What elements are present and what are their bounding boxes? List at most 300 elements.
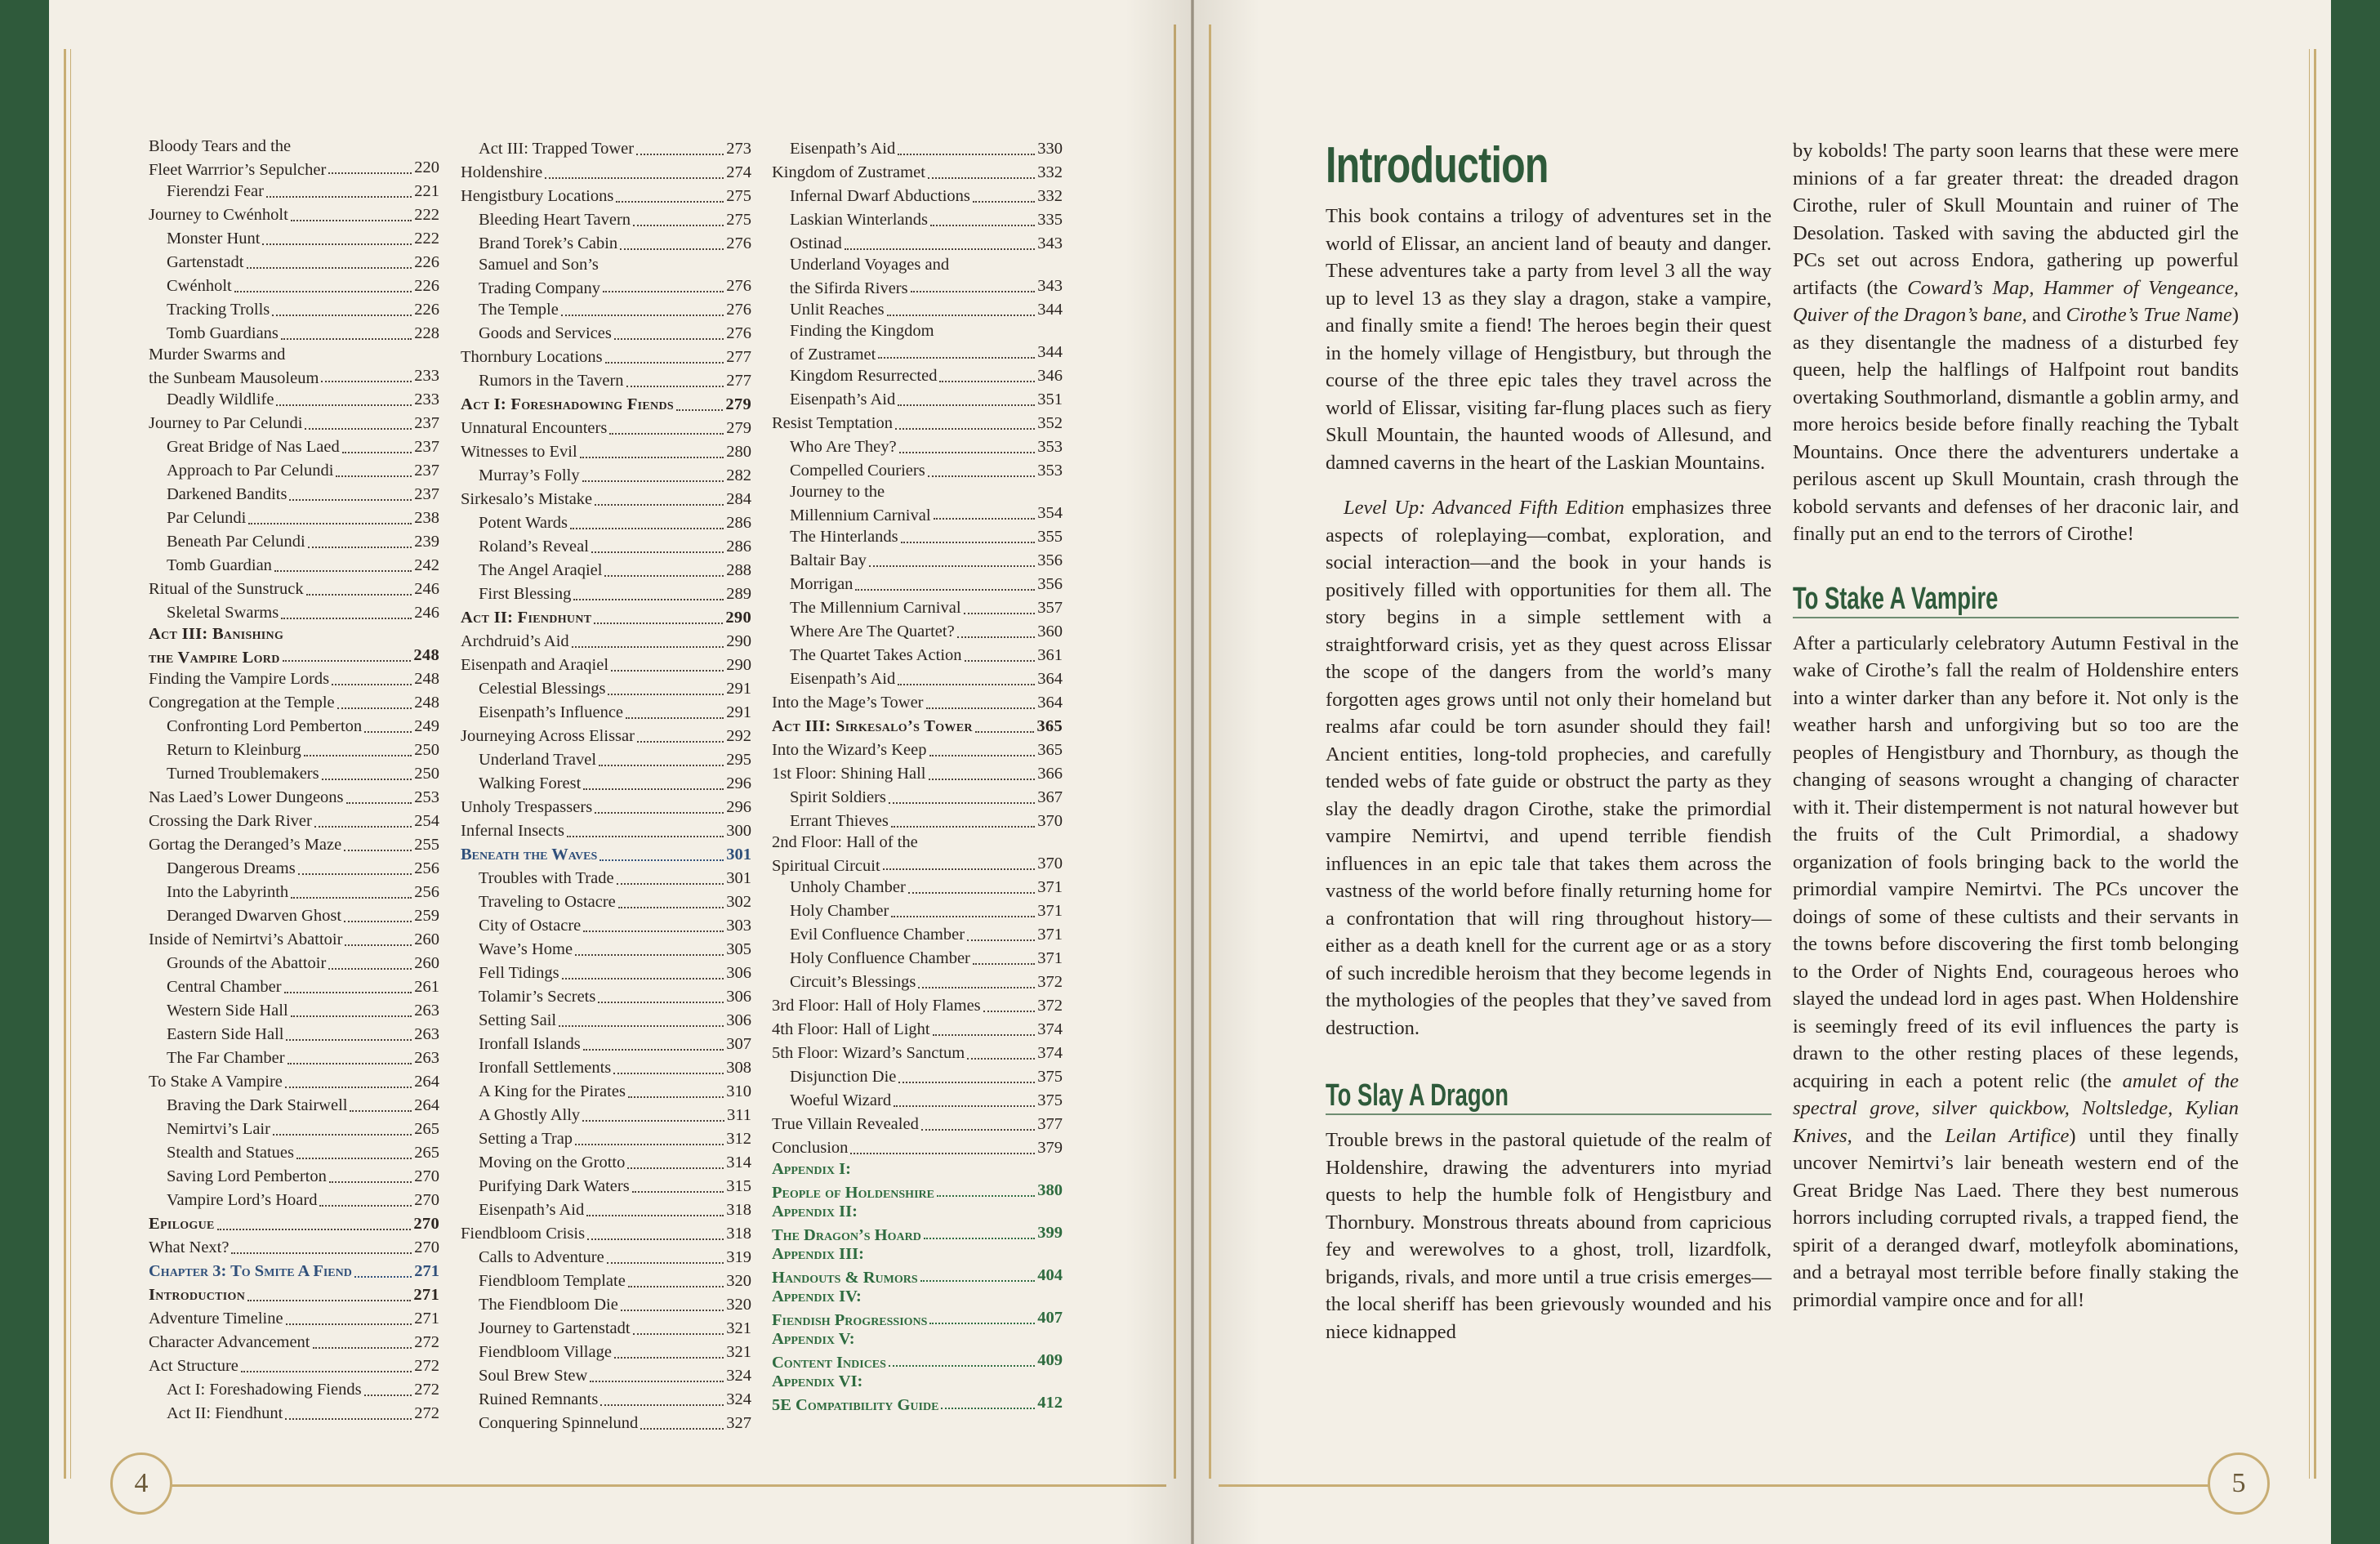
toc-entry[interactable] bbox=[461, 772, 751, 796]
toc-page-number: 314 bbox=[726, 1154, 751, 1171]
toc-page-number: 320 bbox=[726, 1296, 751, 1314]
leader-dots bbox=[575, 1144, 724, 1145]
leader-dots bbox=[928, 475, 1036, 477]
toc-entry[interactable] bbox=[772, 232, 1063, 256]
toc-entry[interactable] bbox=[149, 1307, 439, 1331]
toc-entry[interactable] bbox=[149, 180, 439, 203]
toc-entry[interactable] bbox=[149, 203, 439, 227]
toc-entry[interactable] bbox=[149, 483, 439, 506]
toc-entry[interactable] bbox=[772, 435, 1063, 459]
toc-entry[interactable] bbox=[461, 185, 751, 208]
toc-entry[interactable] bbox=[461, 725, 751, 748]
leader-dots bbox=[329, 1181, 412, 1183]
toc-entry[interactable] bbox=[461, 630, 751, 654]
toc-entry[interactable] bbox=[149, 459, 439, 483]
toc-entry-label-line2: the Vampire Lord bbox=[149, 649, 280, 667]
toc-entry[interactable] bbox=[772, 1018, 1063, 1042]
toc-entry-label: Roland’s Reveal bbox=[479, 538, 589, 556]
leader-dots bbox=[286, 1323, 412, 1325]
toc-entry[interactable] bbox=[149, 786, 439, 810]
toc-entry[interactable] bbox=[461, 256, 751, 298]
toc-entry[interactable] bbox=[149, 625, 439, 667]
toc-entry[interactable] bbox=[149, 1402, 439, 1426]
leader-dots bbox=[575, 954, 724, 956]
leader-dots bbox=[336, 475, 412, 477]
leader-dots bbox=[878, 357, 1035, 359]
toc-page-number: 356 bbox=[1037, 575, 1063, 593]
leader-dots bbox=[911, 291, 1036, 292]
toc-entry[interactable] bbox=[772, 994, 1063, 1018]
toc-entry[interactable] bbox=[461, 1364, 751, 1388]
toc-page-number: 352 bbox=[1037, 414, 1063, 432]
toc-entry[interactable] bbox=[772, 1136, 1063, 1160]
toc-page-number: 256 bbox=[414, 883, 439, 901]
toc-entry-label: Tolamir’s Secrets bbox=[479, 988, 596, 1006]
toc-entry[interactable] bbox=[772, 715, 1063, 739]
toc-entry-label: Approach to Par Celundi bbox=[167, 462, 334, 480]
toc-entry[interactable] bbox=[461, 867, 751, 890]
toc-page-number: 360 bbox=[1037, 623, 1063, 640]
toc-entry[interactable] bbox=[461, 962, 751, 985]
article-column-2 bbox=[1793, 137, 2239, 1314]
toc-entry[interactable] bbox=[149, 1189, 439, 1212]
toc-entry[interactable] bbox=[772, 971, 1063, 994]
leader-dots bbox=[934, 518, 1036, 520]
leader-dots bbox=[284, 992, 412, 993]
toc-entry[interactable] bbox=[149, 506, 439, 530]
toc-entry-label-line1: Appendix VI: bbox=[772, 1372, 863, 1390]
toc-entry[interactable] bbox=[149, 928, 439, 952]
toc-entry-label-line1: Appendix III: bbox=[772, 1245, 864, 1263]
toc-entry[interactable] bbox=[149, 762, 439, 786]
leader-dots bbox=[895, 428, 1035, 430]
leader-dots bbox=[626, 386, 724, 387]
toc-entry[interactable] bbox=[772, 412, 1063, 435]
toc-entry[interactable] bbox=[461, 464, 751, 488]
toc-entry[interactable] bbox=[149, 554, 439, 578]
toc-entry[interactable] bbox=[149, 1070, 439, 1094]
toc-entry[interactable] bbox=[461, 1127, 751, 1151]
toc-page-number: 221 bbox=[414, 182, 439, 200]
right-border bbox=[2314, 49, 2316, 1479]
toc-entry[interactable] bbox=[149, 881, 439, 904]
toc-entry[interactable] bbox=[149, 1165, 439, 1189]
toc-entry[interactable] bbox=[461, 1341, 751, 1364]
toc-entry-label: Journey to Par Celundi bbox=[149, 414, 303, 432]
toc-page-number: 276 bbox=[726, 301, 751, 319]
toc-entry[interactable] bbox=[461, 417, 751, 440]
leader-dots bbox=[344, 850, 412, 851]
toc-page-number: 248 bbox=[414, 694, 439, 712]
toc-entry-label: Celestial Blessings bbox=[479, 680, 606, 698]
toc-entry[interactable] bbox=[149, 833, 439, 857]
leader-dots bbox=[291, 897, 412, 899]
toc-entry[interactable] bbox=[149, 1260, 439, 1283]
toc-entry[interactable] bbox=[461, 1246, 751, 1270]
toc-entry[interactable] bbox=[149, 298, 439, 322]
toc-entry[interactable] bbox=[149, 691, 439, 715]
toc-entry[interactable] bbox=[149, 1212, 439, 1236]
toc-entry[interactable] bbox=[772, 1245, 1063, 1287]
toc-entry[interactable] bbox=[772, 1065, 1063, 1089]
toc-entry[interactable] bbox=[772, 573, 1063, 596]
toc-entry-label: Monster Hunt bbox=[167, 230, 261, 248]
toc-entry-label: Grounds of the Abattoir bbox=[167, 954, 327, 972]
toc-entry[interactable] bbox=[149, 1283, 439, 1307]
toc-entry[interactable] bbox=[461, 606, 751, 630]
toc-entry[interactable] bbox=[461, 1033, 751, 1056]
toc-entry[interactable] bbox=[772, 322, 1063, 364]
toc-page-number: 374 bbox=[1037, 1020, 1063, 1038]
toc-entry-label-line1: Journey to the bbox=[790, 483, 885, 501]
toc-entry[interactable] bbox=[461, 322, 751, 346]
toc-entry[interactable] bbox=[149, 346, 439, 388]
toc-entry-label: To Stake A Vampire bbox=[149, 1073, 283, 1091]
section-heading-vampire-text: To Stake A Vampire bbox=[1793, 581, 1999, 616]
toc-page-number: 256 bbox=[414, 859, 439, 877]
toc-entry[interactable] bbox=[772, 483, 1063, 525]
toc-entry[interactable] bbox=[461, 232, 751, 256]
toc-entry-label: Morrigan bbox=[790, 575, 854, 593]
toc-entry-label: Fiendbloom Village bbox=[479, 1343, 612, 1361]
toc-entry[interactable] bbox=[772, 1330, 1063, 1372]
toc-entry-label: Errant Thieves bbox=[790, 812, 889, 830]
toc-entry[interactable] bbox=[149, 715, 439, 739]
toc-entry[interactable] bbox=[772, 786, 1063, 810]
toc-page-number: 374 bbox=[1037, 1044, 1063, 1062]
toc-entry[interactable] bbox=[461, 346, 751, 369]
toc-entry-label: Inside of Nemirtvi’s Abattoir bbox=[149, 930, 343, 948]
toc-entry-label: Sirkesalo’s Mistake bbox=[461, 490, 593, 508]
toc-entry[interactable] bbox=[772, 739, 1063, 762]
toc-entry[interactable] bbox=[461, 208, 751, 232]
toc-entry-label-line2: Content Indices bbox=[772, 1354, 886, 1372]
toc-entry-label: Fierendzi Fear bbox=[167, 182, 264, 200]
leader-dots bbox=[337, 707, 412, 709]
toc-entry-label: Conquering Spinnelund bbox=[479, 1414, 639, 1432]
toc-entry-label: Tomb Guardian bbox=[167, 556, 272, 574]
toc-entry[interactable] bbox=[461, 1104, 751, 1127]
toc-entry-label-line1: 2nd Floor: Hall of the bbox=[772, 833, 918, 851]
toc-entry[interactable] bbox=[461, 1222, 751, 1246]
toc-entry[interactable] bbox=[461, 1009, 751, 1033]
toc-page-number: 253 bbox=[414, 788, 439, 806]
toc-entry[interactable] bbox=[149, 952, 439, 975]
toc-entry[interactable] bbox=[772, 185, 1063, 208]
leader-dots bbox=[573, 599, 724, 600]
toc-page-number: 288 bbox=[726, 561, 751, 579]
leader-dots bbox=[898, 154, 1035, 155]
toc-page-number: 290 bbox=[726, 632, 751, 650]
toc-entry[interactable] bbox=[772, 388, 1063, 412]
toc-entry[interactable] bbox=[461, 843, 751, 867]
left-bottom-border bbox=[139, 1484, 1166, 1487]
toc-entry-label: The Quartet Takes Action bbox=[790, 646, 962, 664]
toc-page-number: 273 bbox=[726, 140, 751, 158]
toc-entry[interactable] bbox=[461, 369, 751, 393]
toc-entry[interactable] bbox=[772, 876, 1063, 899]
toc-entry[interactable] bbox=[149, 1046, 439, 1070]
toc-page-number: 260 bbox=[414, 954, 439, 972]
toc-page-number: 238 bbox=[414, 509, 439, 527]
toc-entry[interactable] bbox=[149, 251, 439, 274]
toc-page-number: 379 bbox=[1037, 1139, 1063, 1157]
toc-entry[interactable] bbox=[149, 667, 439, 691]
toc-entry[interactable] bbox=[149, 857, 439, 881]
toc-entry-label: What Next? bbox=[149, 1238, 230, 1256]
toc-page-number: 280 bbox=[726, 443, 751, 461]
leader-dots bbox=[855, 589, 1035, 591]
toc-entry[interactable] bbox=[149, 1354, 439, 1378]
leader-dots bbox=[883, 868, 1036, 870]
toc-page-number: 290 bbox=[726, 656, 751, 674]
toc-entry[interactable] bbox=[772, 208, 1063, 232]
toc-entry[interactable] bbox=[772, 667, 1063, 691]
toc-entry-label: Nemirtvi’s Lair bbox=[167, 1120, 270, 1138]
toc-entry[interactable] bbox=[461, 748, 751, 772]
toc-entry[interactable] bbox=[772, 620, 1063, 644]
toc-entry-label: City of Ostacre bbox=[479, 917, 582, 935]
toc-entry[interactable] bbox=[772, 899, 1063, 923]
leader-dots bbox=[291, 1015, 412, 1017]
leader-dots bbox=[305, 428, 412, 430]
toc-page-number: 272 bbox=[414, 1381, 439, 1399]
toc-entry[interactable] bbox=[461, 1293, 751, 1317]
toc-entry[interactable] bbox=[772, 549, 1063, 573]
toc-entry-label: Act I: Foreshadowing Fiends bbox=[167, 1381, 362, 1399]
toc-entry[interactable] bbox=[461, 819, 751, 843]
toc-entry[interactable] bbox=[772, 161, 1063, 185]
toc-page-number: 366 bbox=[1037, 765, 1063, 783]
leader-dots bbox=[924, 1238, 1035, 1239]
toc-page-number: 367 bbox=[1037, 788, 1063, 806]
toc-entry[interactable] bbox=[149, 810, 439, 833]
leader-dots bbox=[572, 646, 724, 648]
toc-entry-label: Eisenpath and Araqiel bbox=[461, 656, 609, 674]
toc-page-number: 371 bbox=[1037, 902, 1063, 920]
toc-entry-label-line2: Fiendish Progressions bbox=[772, 1311, 928, 1329]
toc-entry[interactable] bbox=[461, 1317, 751, 1341]
toc-entry[interactable] bbox=[461, 1388, 751, 1412]
toc-entry[interactable] bbox=[772, 810, 1063, 833]
toc-entry[interactable] bbox=[461, 1198, 751, 1222]
toc-entry-label: Circuit’s Blessings bbox=[790, 973, 916, 991]
toc-entry[interactable] bbox=[772, 1042, 1063, 1065]
dragon-paragraph-continued bbox=[1793, 137, 2239, 548]
toc-entry[interactable] bbox=[461, 1270, 751, 1293]
toc-entry[interactable] bbox=[461, 985, 751, 1009]
toc-entry[interactable] bbox=[149, 435, 439, 459]
toc-entry[interactable] bbox=[461, 677, 751, 701]
toc-entry[interactable] bbox=[772, 644, 1063, 667]
toc-entry[interactable] bbox=[772, 691, 1063, 715]
toc-entry[interactable] bbox=[772, 1113, 1063, 1136]
toc-entry[interactable] bbox=[772, 298, 1063, 322]
toc-entry[interactable] bbox=[149, 274, 439, 298]
toc-entry[interactable] bbox=[461, 890, 751, 914]
toc-entry[interactable] bbox=[149, 1331, 439, 1354]
leader-dots bbox=[891, 826, 1035, 828]
leader-dots bbox=[247, 1300, 411, 1301]
toc-entry-label-line2: Handouts & Rumors bbox=[772, 1269, 918, 1287]
toc-page-number: 292 bbox=[726, 727, 751, 745]
toc-entry[interactable] bbox=[149, 1023, 439, 1046]
toc-entry[interactable] bbox=[461, 161, 751, 185]
leader-dots bbox=[273, 1134, 412, 1136]
toc-entry[interactable] bbox=[461, 488, 751, 511]
toc-entry[interactable] bbox=[461, 701, 751, 725]
toc-entry[interactable] bbox=[772, 1203, 1063, 1245]
toc-entry[interactable] bbox=[461, 1175, 751, 1198]
toc-entry-label: Compelled Couriers bbox=[790, 462, 925, 480]
toc-page-number: 355 bbox=[1037, 528, 1063, 546]
toc-entry-label-line2: of Zustramet bbox=[790, 346, 876, 364]
dragon-text-a: by kobolds! The party soon learns that these were mere minions of a far greater threat: the dreaded dragon Cirothe, ruler of Skull Mountain and ruiner of The Desolation. Tasked with saving the abducted girl the PCs set out across Endora, gathering up powerful artifacts (the bbox=[1793, 140, 2239, 299]
leader-dots bbox=[929, 1323, 1035, 1324]
toc-entry[interactable] bbox=[149, 578, 439, 601]
leader-dots bbox=[304, 755, 412, 756]
toc-entry-label: Confronting Lord Pemberton bbox=[167, 717, 363, 735]
toc-entry[interactable] bbox=[772, 459, 1063, 483]
toc-entry[interactable] bbox=[461, 511, 751, 535]
leader-dots bbox=[676, 409, 723, 411]
toc-page-number: 286 bbox=[726, 514, 751, 532]
toc-page-number: 265 bbox=[414, 1120, 439, 1138]
toc-entry[interactable] bbox=[772, 137, 1063, 161]
leader-dots bbox=[620, 248, 724, 250]
toc-entry[interactable] bbox=[772, 1089, 1063, 1113]
leader-dots bbox=[928, 177, 1035, 179]
toc-entry[interactable] bbox=[461, 582, 751, 606]
toc-entry[interactable] bbox=[461, 137, 751, 161]
toc-page-number: 274 bbox=[726, 163, 751, 181]
toc-entry[interactable] bbox=[772, 1160, 1063, 1203]
toc-entry[interactable] bbox=[149, 1118, 439, 1141]
toc-entry[interactable] bbox=[149, 601, 439, 625]
toc-entry-label: Murray’s Folly bbox=[479, 466, 580, 484]
toc-entry[interactable] bbox=[772, 947, 1063, 971]
toc-page-number: 270 bbox=[414, 1238, 439, 1256]
toc-entry[interactable] bbox=[461, 298, 751, 322]
toc-entry[interactable] bbox=[149, 388, 439, 412]
leader-dots bbox=[272, 315, 412, 316]
toc-entry[interactable] bbox=[461, 796, 751, 819]
toc-entry[interactable] bbox=[149, 412, 439, 435]
vampire-text-c: ) until they finally uncover Nemirtvi’s lair beneath western end of the Great Bridge Nas Laed. There they best numerous horrors including corrupted rivals, a trapped fiend, the spirit of a deranged dwarf, motleyfolk abominations, and a betrayal most terrible before finally staking the primordial vampire once and for all! bbox=[1793, 1124, 2239, 1311]
toc-entry-label: 4th Floor: Hall of Light bbox=[772, 1020, 930, 1038]
toc-entry[interactable] bbox=[772, 256, 1063, 298]
toc-page-number: 320 bbox=[726, 1272, 751, 1290]
leader-dots bbox=[627, 1167, 724, 1169]
toc-page-number: 263 bbox=[414, 1002, 439, 1020]
leader-dots bbox=[570, 528, 724, 529]
toc-entry[interactable] bbox=[772, 364, 1063, 388]
leader-dots bbox=[234, 291, 412, 292]
toc-entry[interactable] bbox=[461, 1056, 751, 1080]
leader-dots bbox=[285, 1087, 412, 1088]
toc-entry[interactable] bbox=[461, 1080, 751, 1104]
toc-entry[interactable] bbox=[772, 525, 1063, 549]
leader-dots bbox=[595, 504, 724, 506]
toc-entry-label: Woeful Wizard bbox=[790, 1091, 892, 1109]
leader-dots bbox=[286, 1039, 412, 1041]
toc-entry[interactable] bbox=[772, 1287, 1063, 1330]
toc-entry[interactable] bbox=[149, 975, 439, 999]
toc-entry[interactable] bbox=[461, 440, 751, 464]
toc-entry[interactable] bbox=[772, 923, 1063, 947]
toc-entry[interactable] bbox=[772, 596, 1063, 620]
toc-entry[interactable] bbox=[149, 999, 439, 1023]
toc-entry[interactable] bbox=[149, 739, 439, 762]
toc-entry[interactable] bbox=[772, 1372, 1063, 1415]
toc-entry[interactable] bbox=[149, 1378, 439, 1402]
toc-entry[interactable] bbox=[149, 1094, 439, 1118]
book-title: Level Up: Advanced Fifth Edition bbox=[1344, 497, 1625, 519]
leader-dots bbox=[889, 1365, 1035, 1367]
toc-page-number: 324 bbox=[726, 1367, 751, 1385]
toc-entry[interactable] bbox=[149, 904, 439, 928]
toc-page-number: 407 bbox=[1037, 1309, 1063, 1327]
toc-page-number: 353 bbox=[1037, 438, 1063, 456]
toc-page-number: 302 bbox=[726, 893, 751, 911]
leader-dots bbox=[289, 499, 412, 501]
leader-dots bbox=[308, 547, 412, 548]
article-column-1 bbox=[1326, 137, 1772, 1345]
toc-entry[interactable] bbox=[149, 322, 439, 346]
toc-entry[interactable] bbox=[461, 559, 751, 582]
leader-dots bbox=[350, 1110, 412, 1112]
toc-page-number: 279 bbox=[726, 419, 751, 437]
toc-entry-label: Central Chamber bbox=[167, 978, 282, 996]
toc-entry[interactable] bbox=[149, 1141, 439, 1165]
toc-page-number: 290 bbox=[725, 609, 751, 627]
left-border-inner bbox=[70, 49, 71, 1479]
toc-entry[interactable] bbox=[149, 1236, 439, 1260]
toc-entry-label: Act I: Foreshadowing Fiends bbox=[461, 395, 674, 413]
toc-page-number: 354 bbox=[1037, 504, 1063, 522]
leader-dots bbox=[929, 779, 1036, 780]
toc-entry[interactable] bbox=[461, 535, 751, 559]
leader-dots bbox=[582, 480, 724, 482]
toc-entry-label: Into the Labyrinth bbox=[167, 883, 289, 901]
toc-page-number: 289 bbox=[726, 585, 751, 603]
toc-page-number: 380 bbox=[1037, 1181, 1063, 1199]
left-border bbox=[64, 49, 66, 1479]
toc-entry-label: Purifying Dark Waters bbox=[479, 1177, 630, 1195]
toc-entry[interactable] bbox=[461, 393, 751, 417]
toc-entry-label: Conclusion bbox=[772, 1139, 849, 1157]
toc-page-number: 372 bbox=[1037, 997, 1063, 1015]
toc-entry[interactable] bbox=[461, 914, 751, 938]
leader-dots bbox=[281, 618, 412, 619]
leader-dots bbox=[850, 1153, 1035, 1154]
toc-page-number: 300 bbox=[726, 822, 751, 840]
toc-entry[interactable] bbox=[461, 1151, 751, 1175]
toc-entry-label-line2: Millennium Carnival bbox=[790, 506, 931, 524]
toc-entry-label-line1: Appendix V: bbox=[772, 1330, 855, 1348]
toc-entry[interactable] bbox=[461, 654, 751, 677]
toc-entry[interactable] bbox=[461, 938, 751, 962]
toc-entry[interactable] bbox=[149, 530, 439, 554]
toc-entry-label-line2: The Dragon’s Hoard bbox=[772, 1226, 921, 1244]
toc-entry[interactable] bbox=[461, 1412, 751, 1435]
toc-entry[interactable] bbox=[772, 833, 1063, 876]
toc-entry[interactable] bbox=[149, 137, 439, 180]
toc-entry[interactable] bbox=[149, 227, 439, 251]
toc-page-number: 291 bbox=[726, 703, 751, 721]
toc-entry-label: Eisenpath’s Aid bbox=[790, 390, 896, 408]
toc-entry[interactable] bbox=[772, 762, 1063, 786]
